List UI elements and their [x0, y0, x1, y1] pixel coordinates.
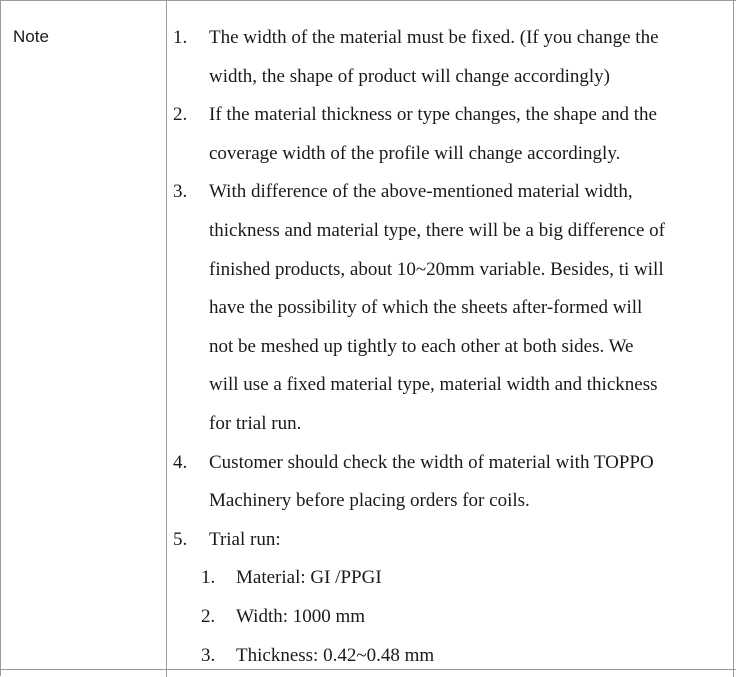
note-item-number: 4. — [173, 451, 188, 473]
trial-run-subitem-3 — [173, 637, 729, 676]
notes-content — [173, 19, 729, 675]
subitem-text: Thickness: 0.42~0.48 mm — [236, 644, 435, 666]
note-item-2 — [173, 96, 729, 173]
note-item-number: 5. — [173, 528, 188, 550]
note-item-3 — [173, 173, 729, 443]
note-item-number: 1. — [173, 27, 188, 48]
subitem-number: 2. — [201, 605, 216, 627]
subitem-text: Width: 1000 mm — [236, 605, 366, 627]
note-line: The width of the material must be fixed. (If you change the — [209, 27, 659, 48]
note-item-1 — [173, 19, 729, 96]
trial-run-subitem-2 — [173, 598, 729, 637]
note-line: Customer should check the width of material with TOPPO — [209, 451, 654, 473]
note-item-5 — [173, 521, 729, 560]
subitem-number: 1. — [201, 567, 216, 589]
note-line: finished products, about 10~20mm variable. Besides, ti will — [209, 258, 664, 280]
note-item-4 — [173, 444, 729, 521]
note-line: width, the shape of product will change accordingly) — [209, 65, 610, 87]
note-line: for trial run. — [209, 412, 302, 434]
subitem-number: 3. — [201, 644, 216, 666]
note-item-number: 2. — [173, 104, 188, 126]
note-item-number: 3. — [173, 181, 188, 203]
note-line: With difference of the above-mentioned material width, — [209, 181, 633, 203]
note-label: Note — [13, 27, 49, 46]
note-line: have the possibility of which the sheets after-formed will — [209, 297, 643, 319]
note-line: coverage width of the profile will change accordingly. — [209, 142, 621, 164]
note-line: Trial run: — [209, 528, 281, 550]
note-line: Machinery before placing orders for coils. — [209, 490, 530, 512]
note-line: will use a fixed material type, material width and thickness — [209, 374, 658, 396]
note-line: not be meshed up tightly to each other at both sides. We — [209, 335, 634, 357]
label-cell — [1, 1, 167, 677]
subitem-text: Material: GI /PPGI — [236, 567, 382, 589]
trial-run-subitem-1 — [173, 559, 729, 598]
table-right-border — [733, 1, 734, 677]
note-line: thickness and material type, there will be a big difference of — [209, 219, 665, 241]
note-line: If the material thickness or type changes, the shape and the — [209, 104, 657, 126]
